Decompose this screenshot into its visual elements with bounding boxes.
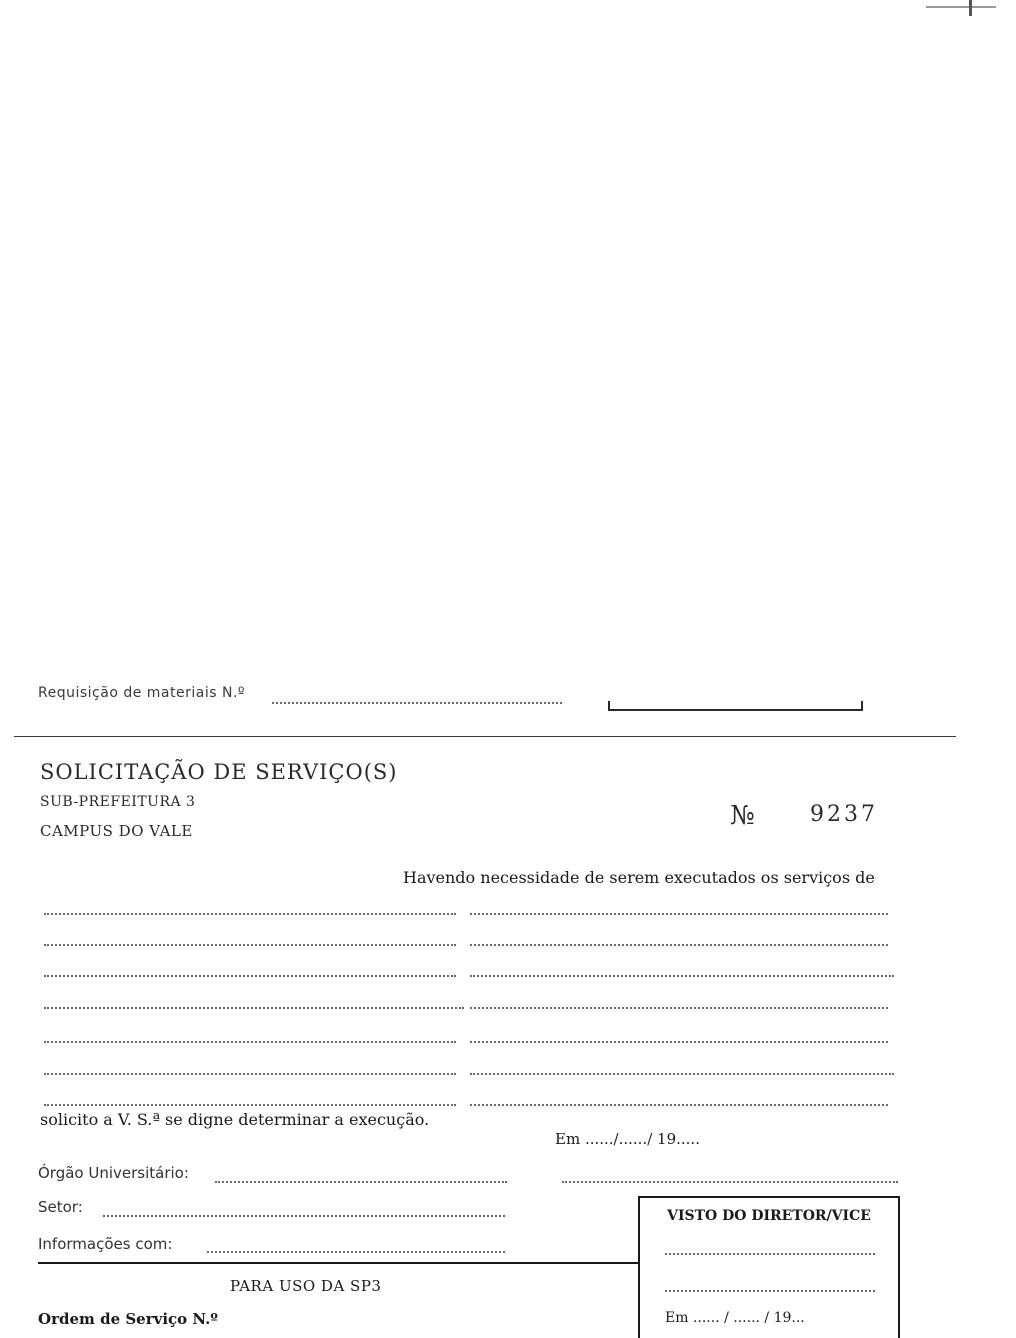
intro-text: Havendo necessidade de serem executados os serviços de xyxy=(403,868,875,887)
service-line[interactable] xyxy=(470,913,888,915)
sp3-label: PARA USO DA SP3 xyxy=(230,1277,382,1295)
service-line[interactable] xyxy=(44,975,456,977)
informacoes-label: Informações com: xyxy=(38,1235,173,1253)
signature-line[interactable] xyxy=(562,1181,898,1183)
service-line[interactable] xyxy=(44,1073,456,1075)
top-edge-mark-vertical xyxy=(969,0,982,16)
section-divider xyxy=(14,736,956,737)
informacoes-field[interactable] xyxy=(207,1251,505,1253)
form-subtitle-subprefeitura: SUB-PREFEITURA 3 xyxy=(40,794,196,810)
setor-label: Setor: xyxy=(38,1198,83,1216)
service-line[interactable] xyxy=(44,1104,456,1106)
service-line[interactable] xyxy=(44,944,456,946)
numero-symbol: № xyxy=(730,801,755,831)
date-line: Em ....../....../ 19..... xyxy=(555,1130,700,1148)
service-line[interactable] xyxy=(470,1041,888,1043)
requisicao-dotted-line xyxy=(272,702,562,704)
requisicao-label: Requisição de materiais N.º xyxy=(38,685,245,701)
visto-box xyxy=(638,1196,900,1338)
form-subtitle-campus: CAMPUS DO VALE xyxy=(40,822,193,840)
visto-date: Em ...... / ...... / 19... xyxy=(665,1310,805,1326)
service-line[interactable] xyxy=(470,975,894,977)
service-line[interactable] xyxy=(44,1041,456,1043)
ordem-servico-label: Ordem de Serviço N.º xyxy=(38,1310,218,1328)
visto-line[interactable] xyxy=(665,1253,875,1255)
top-edge-mark xyxy=(926,0,996,8)
form-number: 9237 xyxy=(810,802,878,827)
service-line[interactable] xyxy=(470,1073,894,1075)
setor-field[interactable] xyxy=(103,1215,505,1217)
service-line[interactable] xyxy=(470,1104,888,1106)
service-line[interactable] xyxy=(44,913,456,915)
closing-text: solicito a V. S.ª se digne determinar a execução. xyxy=(40,1110,430,1129)
service-line[interactable] xyxy=(470,1007,888,1009)
form-title: SOLICITAÇÃO DE SERVIÇO(S) xyxy=(40,760,398,784)
service-line[interactable] xyxy=(470,944,888,946)
visto-title: VISTO DO DIRETOR/VICE xyxy=(667,1208,871,1224)
service-line[interactable] xyxy=(44,1007,464,1009)
orgao-field[interactable] xyxy=(215,1181,507,1183)
requisicao-number-box xyxy=(608,695,863,711)
orgao-label: Órgão Universitário: xyxy=(38,1164,189,1182)
sp3-divider xyxy=(38,1262,640,1264)
visto-line[interactable] xyxy=(665,1290,875,1292)
